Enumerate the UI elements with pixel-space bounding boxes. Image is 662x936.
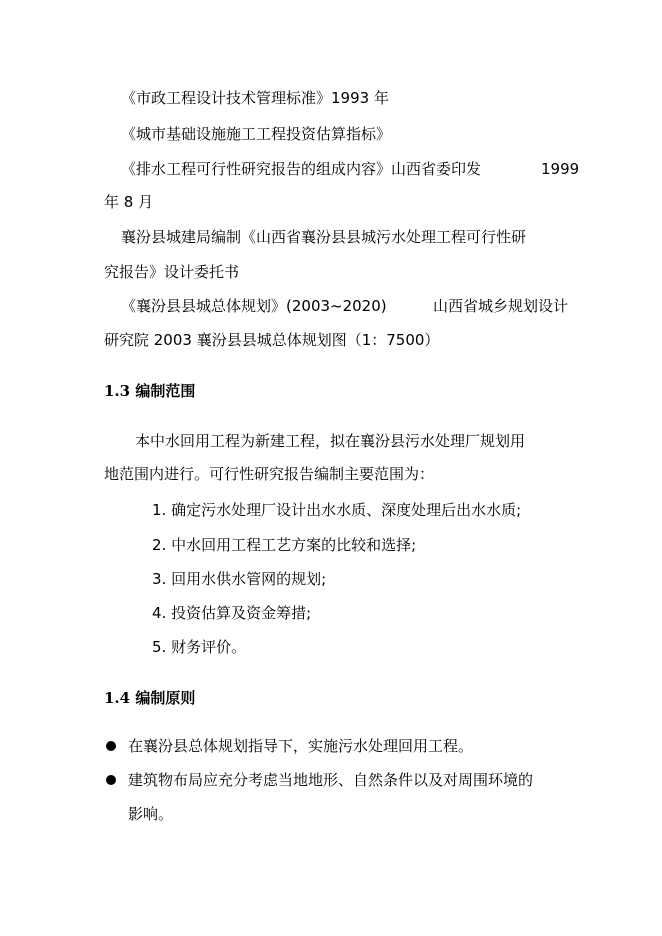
reference-5-line1-right: 山西省城乡规划设计 xyxy=(433,297,569,315)
list-item: 2. 中水回用工程工艺方案的比较和选择; xyxy=(152,536,417,554)
reference-5-line2: 研究院 2003 襄汾县县城总体规划图（1：7500） xyxy=(104,331,440,349)
list-item: 1. 确定污水处理厂设计出水水质、深度处理后出水水质; xyxy=(152,501,522,519)
reference-5-line1-left: 《襄汾县县城总体规划》(2003~2020) xyxy=(121,297,387,315)
bullet-icon xyxy=(106,741,116,751)
bullet-item-2-line1: 建筑物布局应充分考虑当地地形、自然条件以及对周围环境的 xyxy=(128,771,534,789)
section-1-3-paragraph-line1: 本中水回用工程为新建工程，拟在襄汾县污水处理厂规划用 xyxy=(135,432,526,450)
list-item: 5. 财务评价。 xyxy=(152,638,247,656)
reference-4-line2: 究报告》设计委托书 xyxy=(104,263,240,281)
list-item: 4. 投资估算及资金筹措; xyxy=(152,604,312,622)
reference-3-year: 1999 xyxy=(541,160,580,178)
section-1-4-title: 1.4 编制原则 xyxy=(104,689,196,707)
reference-4-line1: 襄汾县城建局编制《山西省襄汾县县城污水处理工程可行性研 xyxy=(121,228,527,246)
bullet-icon xyxy=(106,775,116,785)
section-1-3-paragraph-line2: 地范围内进行。可行性研究报告编制主要范围为： xyxy=(104,465,435,483)
reference-3-line2: 年 8 月 xyxy=(104,193,154,211)
reference-1: 《市政工程设计技术管理标准》1993 年 xyxy=(121,89,389,107)
section-1-3-title: 1.3 编制范围 xyxy=(104,382,196,400)
bullet-item-2-line2: 影响。 xyxy=(128,805,174,823)
reference-3-line1: 《排水工程可行性研究报告的组成内容》山西省委印发 xyxy=(121,160,482,178)
bullet-item-1: 在襄汾县总体规划指导下，实施污水处理回用工程。 xyxy=(128,737,474,755)
list-item: 3. 回用水供水管网的规划; xyxy=(152,570,327,588)
reference-2: 《城市基础设施施工工程投资估算指标》 xyxy=(121,125,392,143)
